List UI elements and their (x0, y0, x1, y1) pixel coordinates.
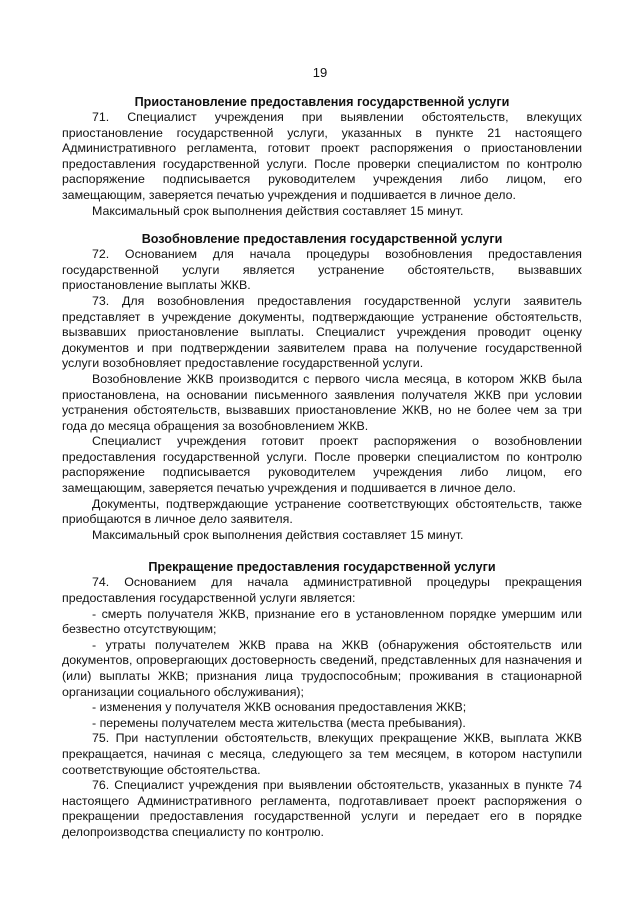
section-termination (62, 559, 582, 840)
section-suspension (62, 94, 582, 219)
list-item-loss-of-right: - утраты получателем ЖКВ права на ЖКВ (обнаружения обстоятельств или документов, опровергающих достоверность сведений, представленных для назначения и (или) выплаты ЖКВ; признания лица трудоспособным; проживания в стационарной организации социального обслуживания); (62, 637, 582, 699)
paragraph-documents: Документы, подтверждающие устранение соответствующих обстоятельств, также приобщаются в личное дело заявителя. (62, 496, 582, 527)
paragraph-75: 75. При наступлении обстоятельств, влекущих прекращение ЖКВ, выплата ЖКВ прекращается, начиная с месяца, следующего за тем месяцем, в котором наступили соответствующие обстоятельства. (62, 731, 582, 777)
page-number: 19 (312, 65, 328, 80)
paragraph-resumption-order: Специалист учреждения готовит проект распоряжения о возобновлении предоставления государственной услуги. После проверки специалистом по контролю распоряжение подписывается руководителем учреждения либо лицом, его замещающим, заверяется печатью учреждения и подшивается в личное дело. (62, 434, 582, 496)
paragraph-max-time: Максимальный срок выполнения действия составляет 15 минут. (92, 527, 464, 542)
paragraph-74: 74. Основанием для начала административной процедуры прекращения предоставления государственной услуги является: (62, 575, 582, 606)
section-heading: Возобновление предоставления государственной услуги (141, 232, 503, 247)
paragraph-73: 73. Для возобновления предоставления государственной услуги заявитель представляет в учреждение документы, подтверждающие устранение обстоятельств, вызвавших приостановление выплаты. Специалист учреждения проводит оценку документов и при подтверждении заявителем права на получение государственной услуги возобновляет предоставление государственной услуги. (62, 293, 582, 371)
paragraph-72: 72. Основанием для начала процедуры возобновления предоставления государственной услуги является устранение обстоятельств, вызвавших приостановление выплаты ЖКВ. (62, 247, 582, 293)
paragraph-resumption-rule: Возобновление ЖКВ производится с первого числа месяца, в котором ЖКВ была приостановлена, на основании письменного заявления получателя ЖКВ при условии устранения обстоятельств, вызвавших приостановление ЖКВ, но не более чем за три года до месяца обращения за возобновлением ЖКВ. (62, 371, 582, 433)
list-item-basis-change: - изменения у получателя ЖКВ основания предоставления ЖКВ; (92, 700, 467, 715)
list-item-residence-change: - перемены получателем места жительства (места пребывания). (92, 715, 466, 730)
document-body (62, 94, 582, 841)
section-resumption (62, 231, 582, 543)
section-heading: Прекращение предоставления государственной услуги (148, 560, 496, 575)
paragraph-max-time: Максимальный срок выполнения действия составляет 15 минут. (92, 203, 464, 218)
section-heading: Приостановление предоставления государственной услуги (134, 95, 510, 109)
paragraph-76: 76. Специалист учреждения при выявлении обстоятельств, указанных в пункте 74 настоящего Административного регламента, подготавливает проект распоряжения о прекращении предоставления государственной услуги и передает его в порядке делопроизводства специалисту по контролю. (62, 778, 582, 839)
paragraph-71: 71. Специалист учреждения при выявлении обстоятельств, влекущих приостановление государственной услуги, указанных в пункте 21 настоящего Административного регламента, готовит проект распоряжения о приостановлении предоставления государственной услуги. После проверки специалистом по контролю распоряжение подписывается руководителем учреждения либо лицом, его замещающим, заверяется печатью учреждения и подшивается в личное дело. (62, 110, 582, 202)
list-item-death: - смерть получателя ЖКВ, признание его в установленном порядке умершим или безвестно отсутствующим; (62, 606, 582, 637)
